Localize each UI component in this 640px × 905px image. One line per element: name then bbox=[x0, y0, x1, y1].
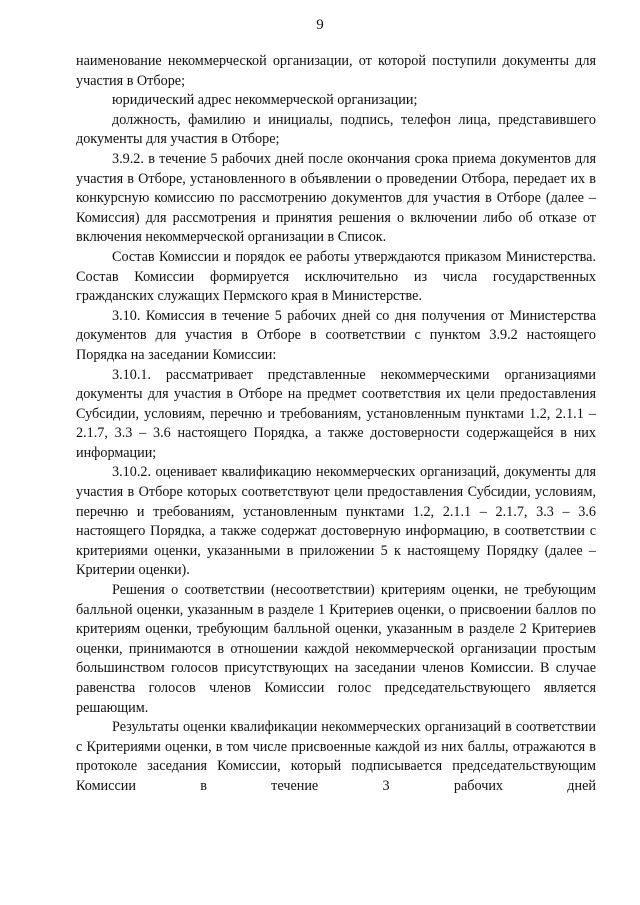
paragraph-3-9-2: 3.9.2. в течение 5 рабочих дней после окончания срока приема документов для участия в Отборе, установленного в объявлении о проведении Отбора, передает их в конкурсную комиссию по рассмотрению документов для участия в Отборе (далее – Комиссия) для рассмотрения и принятия решения о включении либо об отказе от включения некоммерческой организации в Список. bbox=[76, 150, 596, 246]
paragraph-3-10: 3.10. Комиссия в течение 5 рабочих дней со дня получения от Министерства документов для участия в Отборе в соответствии с пунктом 3.9.2 настоящего Порядка на заседании Комиссии: bbox=[76, 307, 596, 363]
paragraph-3-10-2: 3.10.2. оценивает квалификацию некоммерческих организаций, документы для участия в Отборе которых соответствуют цели предоставления Субсидии, условиям, перечню и требованиям, установленным пунктами 1.2, 2.1.1 – 2.1.7, 3.3 – 3.6 настоящего Порядка, а также содержат достоверную информацию, в соответствии с критериями оценки, указанными в приложении 5 к настоящему Порядку (далее – Критерии оценки). bbox=[76, 464, 596, 579]
document-body bbox=[76, 52, 596, 797]
page-number: 9 bbox=[316, 17, 324, 33]
paragraph-3-10-1: 3.10.1. рассматривает представленные некоммерческими организациями документы для участия в Отборе на предмет соответствия их цели предоставления Субсидии, условиям, перечню и требованиям, установленным пунктами 1.2, 2.1.1 – 2.1.7, 3.3 – 3.6 настоящего Порядка, а также достоверности содержащейся в них информации; bbox=[76, 366, 596, 461]
paragraph-commission-composition: Состав Комиссии и порядок ее работы утверждаются приказом Министерства. Состав Комиссии формируется исключительно из числа государственных гражданских служащих Пермского края в Министерстве. bbox=[76, 248, 596, 305]
paragraph-legal-address: юридический адрес некоммерческой организации; bbox=[112, 92, 418, 109]
paragraph-results: Результаты оценки квалификации некоммерческих организаций в соответствии с Критериями оценки, в том числе присвоенные каждой из них баллы, отражаются в протоколе заседания Комиссии, который подписывается председательствующим Комиссии в течение 3 рабочих дней bbox=[76, 719, 596, 794]
paragraph-representative: должность, фамилию и инициалы, подпись, телефон лица, представившего документы для участия в Отборе; bbox=[76, 111, 596, 148]
paragraph-org-name: наименование некоммерческой организации, от которой поступили документы для участия в Отборе; bbox=[76, 53, 596, 89]
paragraph-decisions: Решения о соответствии (несоответствии) критериям оценки, не требующим балльной оценки, указанным в разделе 1 Критериев оценки, о присвоении баллов по критериям оценки, требующим балльной оценки, указанным в разделе 2 Критериев оценки, принимаются в отношении каждой некоммерческой организации простым большинством голосов присутствующих на заседании членов Комиссии. В случае равенства голосов членов Комиссии голос председательствующего является решающим. bbox=[76, 582, 596, 716]
